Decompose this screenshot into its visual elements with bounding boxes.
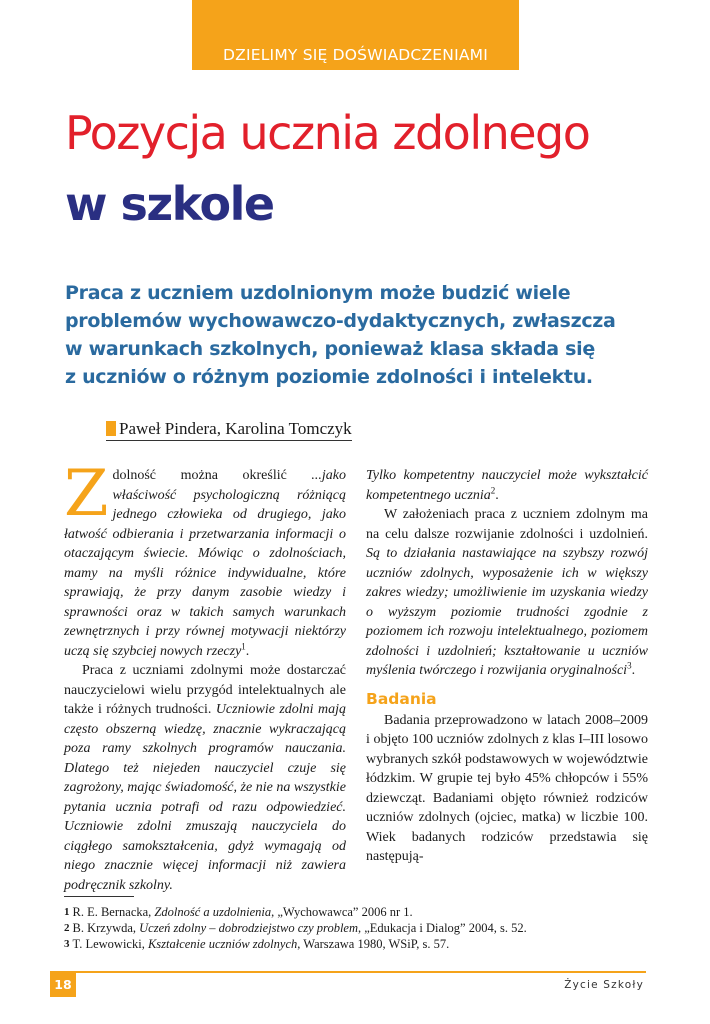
text: T. Lewowicki, xyxy=(72,937,148,951)
lead-line: Praca z uczniem uzdolnionym może budzić wiele xyxy=(65,282,571,304)
footnote-divider xyxy=(64,896,134,897)
cited-title: Uczeń zdolny – dobrodziejstwo czy problem xyxy=(139,921,358,935)
article-lead xyxy=(65,279,665,391)
quote-text: Tylko kompetentny nauczyciel może wykształcić kompetentnego ucznia xyxy=(366,468,648,503)
paragraph xyxy=(366,466,648,505)
text: B. Krzywda, xyxy=(72,921,140,935)
journal-name: Życie Szkoły xyxy=(564,979,644,991)
cited-title: Zdolność a uzdolnienia xyxy=(154,905,272,919)
footnote xyxy=(64,904,664,920)
column-left xyxy=(64,457,346,895)
footnote-ref[interactable]: 1 xyxy=(241,640,246,651)
text: . xyxy=(495,487,499,503)
text: , „Wychowawca” 2006 nr 1. xyxy=(271,905,413,919)
footnote xyxy=(64,920,664,936)
lead-line: w warunkach szkolnych, ponieważ klasa składa się xyxy=(65,338,595,360)
paragraph xyxy=(64,457,346,661)
footnote-number: 2 xyxy=(64,922,70,934)
footnote-ref[interactable]: 2 xyxy=(490,484,496,495)
footnote-number: 1 xyxy=(64,906,70,918)
section-banner xyxy=(192,0,519,70)
article-title-line-2: w szkole xyxy=(65,177,274,231)
byline-marker xyxy=(106,421,116,436)
section-label: DZIELIMY SIĘ DOŚWIADCZENIAMI xyxy=(223,46,488,64)
footnote xyxy=(64,936,664,952)
text: . xyxy=(245,643,250,659)
drop-cap: Z xyxy=(64,457,109,531)
page-number: 18 xyxy=(50,973,76,997)
lead-line: problemów wychowawczo-dydaktycznych, zwłaszcza xyxy=(65,310,616,332)
authors-names: Paweł Pindera, Karolina Tomczyk xyxy=(119,419,352,438)
cited-title: Kształcenie uczniów zdolnych xyxy=(147,937,298,951)
paragraph xyxy=(366,505,648,681)
quote-text: Są to działania nastawiające na szybszy rozwój uczniów zdolnych, wyposażenie ich w większy zakres wiedzy; umożliwienie im uzyskania wiedzy o wyższym poziomie trudności zgodnie z poziomem ich rozwoju intelektualnego, poziomem zdolności i uzdolnień; kształtowanie u uczniów myślenia twórczego i rozwijania oryginalności xyxy=(366,546,648,678)
footnote-number: 3 xyxy=(64,938,70,950)
text: dolność można określić xyxy=(112,468,312,483)
footnotes xyxy=(64,904,664,952)
quote-text: ...jako właściwość psychologiczną różniącą jednego człowieka od drugiego, jako łatwość odbierania i przetwarzania informacji o otaczającym świecie. Mówiąc o zdolnościach, mamy na myśli różnice indywidualne, które sprawiają, że przy danym zasobie wiedzy i sprawności oraz w takich samych warunkach zewnętrznych i przy równej motywacji niektórzy uczą się szybciej nowych rzeczy xyxy=(64,468,346,659)
text: , „Edukacja i Dialog” 2004, s. 52. xyxy=(358,921,527,935)
authors-byline xyxy=(106,418,352,441)
column-right xyxy=(366,466,648,867)
text: Praca z uczniami zdolnymi może dostarczać nauczycielowi wielu przygód intelektualnych ale także i różnych trudności. xyxy=(64,663,346,717)
text: W założeniach praca z uczniem zdolnym ma na celu dalsze rozwijanie zdolności i uzdolnień. xyxy=(366,507,648,542)
text: , Warszawa 1980, WSiP, s. 57. xyxy=(297,937,450,951)
footnote-ref[interactable]: 3 xyxy=(627,660,632,671)
text: R. E. Bernacka, xyxy=(72,905,155,919)
quote-text: Uczniowie zdolni mają często obszerną wiedzę, znacznie wykraczającą poza ramy szkolnych programów nauczania. Dlatego też niejeden nauczyciel czuje się zagrożony, mając świadomość, że nie na wszystkie pytania ucznia potrafi od razu odpowiedzieć. Uczniowie zdolni zmuszają nauczyciela do ciągłego samokształcenia, gdyż wymagają od niego znacznie więcej informacji niż zawiera podręcznik szkolny. xyxy=(64,702,346,893)
lead-line: z uczniów o różnym poziomie zdolności i intelektu. xyxy=(65,366,593,388)
text: . xyxy=(631,663,636,678)
section-subheading: Badania xyxy=(366,689,437,708)
paragraph: Badania przeprowadzono w latach 2008–2009 i objęto 100 uczniów zdolnych z klas I–III losowo wybranych szkół podstawowych w województwie łódzkim. W grupie tej było 45% chłopców i 55% dziewcząt. Badaniami objęto również rodziców uczniów zdolnych (ojciec, matka) w liczbie 100. Wiek badanych rodziców przedstawia się następują- xyxy=(366,712,648,864)
paragraph xyxy=(64,661,346,895)
article-title-line-1: Pozycja ucznia zdolnego xyxy=(65,106,590,160)
footer-rule xyxy=(50,971,646,973)
